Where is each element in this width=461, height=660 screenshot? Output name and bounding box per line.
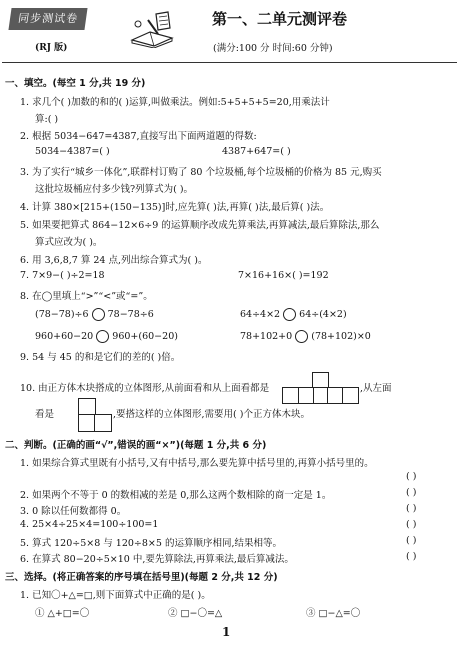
q3-line-1: 3. 为了实行“城乡一体化”,联群村订购了 80 个垃圾桶,每个垃圾桶的价格为 85 元,购买 [20, 167, 382, 178]
judge-item: 5. 算式 120÷5×8 与 120÷8×5 的运算顺序相同,结果相等。 [20, 538, 282, 549]
choice-q1: 1. 已知〇+△=□,则下面算式中正确的是( )。 [20, 590, 211, 601]
q10-line-2: ,要搭这样的立体图形,需要用( )个正方体木块。 [113, 409, 310, 420]
q8-expr: 64÷4×2 [240, 309, 281, 320]
q7-right: 7×16+16×( )=192 [238, 270, 329, 281]
compare-circle[interactable] [92, 308, 105, 321]
q3-line-2: 这批垃圾桶应付多少钱?列算式为( )。 [35, 184, 194, 195]
q2-left: 5034−4387=( ) [35, 146, 110, 157]
q5-line-1: 5. 如果要把算式 864−12×6÷9 的运算顺序改成先算乘法,再算减法,最后算除法,那么 [20, 220, 380, 231]
judge-item: 3. 0 除以任何数都得 0。 [20, 506, 127, 517]
answer-paren[interactable]: ( ) [406, 551, 417, 562]
q8-expr: 960+60−20 [35, 331, 94, 342]
score-time-label: (满分:100 分 时间:60 分钟) [213, 43, 333, 54]
q8-expr: (78+102)×0 [311, 331, 371, 342]
choice-option[interactable]: ① △+□=〇 [35, 608, 90, 619]
choice-option[interactable]: ③ □−△=〇 [306, 608, 361, 619]
answer-paren[interactable]: ( ) [406, 535, 417, 546]
q8-expr: (78−78)÷6 [35, 309, 89, 320]
answer-paren[interactable]: ( ) [406, 519, 417, 530]
judge-item: 4. 25×4÷25×4=100÷100=1 [20, 519, 159, 530]
q8-expr: 78+102+0 [240, 331, 293, 342]
section-2-heading: 二、判断。(正确的画“√”,错误的画“×”)(每题 1 分,共 6 分) [5, 440, 267, 451]
q7-left: 7. 7×9−( )÷2=18 [20, 270, 105, 281]
q10-line-1-tail: ,从左面 [360, 383, 392, 394]
q10-left-label: 看是 [35, 409, 55, 420]
q8-expr: 960+(60−20) [112, 331, 178, 342]
page-number: 1 [222, 625, 231, 639]
series-badge: 同步测试卷 [8, 8, 87, 30]
q1-line-2: 算:( ) [35, 114, 59, 125]
q1-line-1: 1. 求几个( )加数的和的( )运算,叫做乘法。例如:5+5+5+5=20,用乘法计 [20, 97, 330, 108]
q2-line-1: 2. 根据 5034−647=4387,直接写出下面两道题的得数: [20, 131, 257, 142]
compare-circle[interactable] [295, 330, 308, 343]
q10-line-1: 10. 由正方体木块搭成的立体图形,从前面看和从上面看都是 [20, 383, 270, 394]
edition-label: (RJ 版) [35, 43, 68, 53]
answer-paren[interactable]: ( ) [406, 487, 417, 498]
q2-right: 4387+647=( ) [222, 146, 291, 157]
judge-item: 2. 如果两个不等于 0 的数相减的差是 0,那么这两个数相除的商一定是 1。 [20, 490, 332, 501]
choice-option[interactable]: ② □−〇=△ [168, 608, 223, 619]
section-3-heading: 三、选择。(将正确答案的序号填在括号里)(每题 2 分,共 12 分) [5, 572, 278, 583]
header-divider [2, 62, 457, 63]
compare-circle[interactable] [283, 308, 296, 321]
q4-line: 4. 计算 380×[215+(150−135)]时,应先算( )法,再算( )法,最后算( )法。 [20, 202, 330, 213]
q5-line-2: 算式应改为( )。 [35, 237, 103, 248]
section-1-heading: 一、填空。(每空 1 分,共 19 分) [5, 78, 146, 89]
judge-item: 1. 如果综合算式里既有小括号,又有中括号,那么要先算中括号里的,再算小括号里的。 [20, 458, 374, 469]
compare-circle[interactable] [96, 330, 109, 343]
q8-line: 8. 在◯里填上“>”“<”或“=”。 [20, 291, 153, 302]
q9-line: 9. 54 与 45 的和是它们的差的( )倍。 [20, 352, 181, 363]
q8-expr: 64÷(4×2) [299, 309, 347, 320]
book-illustration-icon [128, 10, 178, 48]
answer-paren[interactable]: ( ) [406, 503, 417, 514]
q8-row1-left [35, 308, 154, 321]
q6-line: 6. 用 3,6,8,7 算 24 点,列出综合算式为( )。 [20, 255, 208, 266]
q8-row2-left [35, 330, 178, 343]
answer-paren[interactable]: ( ) [406, 471, 417, 482]
q8-row1-right [240, 308, 347, 321]
judge-item: 6. 在算式 80−20÷5×10 中,要先算除法,再算乘法,最后算减法。 [20, 554, 294, 565]
page-title: 第一、二单元测评卷 [212, 10, 348, 28]
q8-expr: 78−78÷6 [107, 309, 154, 320]
q8-row2-right [240, 330, 371, 343]
